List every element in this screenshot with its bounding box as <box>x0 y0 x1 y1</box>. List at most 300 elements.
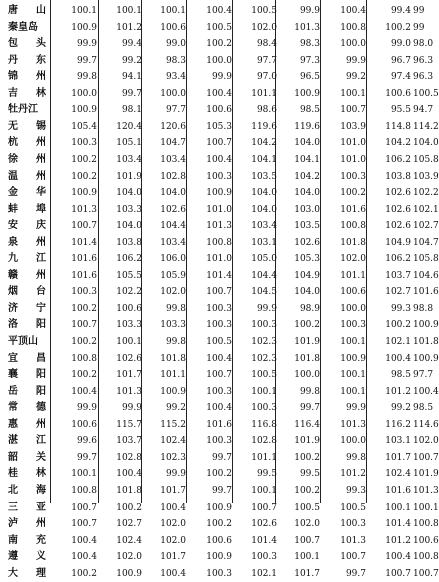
index-value: 119.6 <box>251 121 277 132</box>
index-value: 102.6 <box>385 221 411 232</box>
index-value: 97.7 <box>165 105 186 116</box>
index-value: 100.2 <box>71 154 97 165</box>
index-value: 100.4 <box>160 502 186 513</box>
index-value: 101.9 <box>294 436 320 447</box>
city-name: 常 德 <box>8 402 46 414</box>
index-value: 100.4 <box>413 386 439 397</box>
index-value: 103.3 <box>160 320 186 331</box>
index-value: 106.2 <box>116 254 142 265</box>
index-value: 100.1 <box>340 370 366 381</box>
index-value: 100.7 <box>206 138 232 149</box>
index-value: 99.2 <box>121 55 142 66</box>
table-row <box>0 135 439 151</box>
index-value: 99.7 <box>299 403 320 414</box>
table-row <box>0 268 439 284</box>
index-value: 100.1 <box>71 6 97 16</box>
table-row <box>0 549 439 565</box>
index-value: 100.8 <box>340 221 366 232</box>
index-value: 101.4 <box>206 270 232 281</box>
index-value: 99.8 <box>165 303 186 314</box>
index-value: 102.3 <box>160 452 186 463</box>
index-value: 100.1 <box>385 502 411 513</box>
index-value: 114.6 <box>413 419 439 430</box>
index-value: 100.7 <box>71 221 97 232</box>
index-value: 101.2 <box>385 386 411 397</box>
index-value: 99.0 <box>390 39 411 50</box>
city-name: 岳 阳 <box>8 385 46 397</box>
index-value: 100.5 <box>251 370 277 381</box>
index-value: 100.0 <box>340 436 366 447</box>
table-row <box>0 566 439 582</box>
index-value: 103.4 <box>116 154 142 165</box>
index-value: 104.2 <box>385 138 411 149</box>
index-value: 100.2 <box>385 320 411 331</box>
index-value: 103.3 <box>116 204 142 215</box>
index-value: 101.7 <box>116 370 142 381</box>
city-name: 包 头 <box>8 38 46 50</box>
index-value: 100.4 <box>71 535 97 546</box>
index-value: 100.2 <box>385 22 411 33</box>
city-name: 北 海 <box>8 484 46 496</box>
index-value: 100.4 <box>116 469 142 480</box>
table-row <box>0 251 439 267</box>
table-row <box>0 433 439 449</box>
table-row <box>0 185 439 201</box>
table-row <box>0 119 439 135</box>
table-row <box>0 400 434 416</box>
index-value: 99.9 <box>76 403 97 414</box>
index-value: 103.4 <box>160 237 186 248</box>
index-value: 100.8 <box>71 485 97 496</box>
index-value: 105.3 <box>206 121 232 132</box>
index-value: 104.2 <box>251 138 277 149</box>
index-value: 101.4 <box>251 535 277 546</box>
table-row <box>0 169 439 185</box>
table-row <box>0 202 439 218</box>
index-value: 98.6 <box>256 105 277 116</box>
index-value: 102.0 <box>116 552 142 563</box>
index-value: 103.1 <box>385 436 411 447</box>
city-name: 秦皇岛 <box>8 21 38 33</box>
index-value: 100.9 <box>206 552 232 563</box>
index-value: 105.9 <box>160 270 186 281</box>
index-value: 100.0 <box>340 303 366 314</box>
index-value: 106.2 <box>385 154 411 165</box>
index-value: 100.5 <box>413 88 439 99</box>
index-value: 93.4 <box>165 72 186 83</box>
index-value: 99.9 <box>165 469 186 480</box>
index-value: 99.7 <box>211 485 232 496</box>
index-value: 100.3 <box>251 320 277 331</box>
index-value: 100.2 <box>71 303 97 314</box>
index-value: 100.9 <box>71 22 97 33</box>
index-value: 101.4 <box>385 519 411 530</box>
index-value: 99.4 <box>121 39 142 50</box>
table-row <box>0 384 439 400</box>
index-value: 104.9 <box>294 270 320 281</box>
index-value: 115.2 <box>160 419 186 430</box>
index-value: 99.9 <box>345 403 366 414</box>
index-value: 100.6 <box>116 303 142 314</box>
index-value: 101.3 <box>340 535 366 546</box>
index-value: 99.7 <box>76 452 97 463</box>
index-value: 100.0 <box>71 88 97 99</box>
index-value: 100.4 <box>71 386 97 397</box>
index-value: 120.6 <box>160 121 186 132</box>
index-value: 101.1 <box>160 370 186 381</box>
index-value: 102.1 <box>385 337 411 347</box>
table-row <box>0 450 439 466</box>
city-name: 宜 昌 <box>8 352 46 364</box>
index-value: 100.3 <box>340 320 366 331</box>
index-value: 100.7 <box>294 535 320 546</box>
table-row <box>0 218 439 234</box>
table-row <box>0 334 439 350</box>
index-value: 100.4 <box>385 552 411 563</box>
table-row <box>0 69 434 85</box>
index-value: 100.4 <box>206 88 232 99</box>
index-value: 102.3 <box>251 337 277 347</box>
index-value: 101.7 <box>160 552 186 563</box>
index-value: 99.9 <box>256 303 277 314</box>
city-name: 洛 阳 <box>8 319 46 331</box>
index-value: 102.4 <box>385 469 411 480</box>
index-value: 100.9 <box>160 386 186 397</box>
index-value: 94.1 <box>121 72 142 83</box>
index-value: 104.1 <box>294 154 320 165</box>
index-value: 114.8 <box>385 121 411 132</box>
index-value: 103.9 <box>413 171 439 182</box>
index-value: 98.3 <box>299 39 320 50</box>
index-value: 105.3 <box>294 254 320 265</box>
index-value: 96.7 <box>390 55 411 66</box>
index-value: 104.0 <box>116 188 142 199</box>
table-row <box>0 483 439 499</box>
city-name: 锦 州 <box>8 71 46 83</box>
index-value: 100.6 <box>385 88 411 99</box>
index-value: 101.7 <box>294 568 320 579</box>
index-value: 104.5 <box>251 287 277 298</box>
index-value: 104.0 <box>251 188 277 199</box>
table-row <box>0 53 434 69</box>
index-value: 101.7 <box>160 485 186 496</box>
index-value: 101.2 <box>385 535 411 546</box>
index-value: 100.4 <box>206 154 232 165</box>
index-value: 105.4 <box>71 121 97 132</box>
index-value: 98.8 <box>413 303 434 314</box>
index-value: 99 <box>413 6 425 16</box>
index-value: 99.7 <box>76 55 97 66</box>
index-value: 100.3 <box>206 303 232 314</box>
index-value: 100.3 <box>206 320 232 331</box>
index-value: 100.2 <box>71 370 97 381</box>
index-value: 101.1 <box>251 452 277 463</box>
index-value: 100.7 <box>413 452 439 463</box>
index-value: 101.8 <box>340 237 366 248</box>
index-value: 97.3 <box>299 55 320 66</box>
index-value: 100.9 <box>340 353 366 364</box>
table-row <box>0 284 439 300</box>
index-value: 101.6 <box>340 204 366 215</box>
index-value: 100.3 <box>71 138 97 149</box>
index-value: 100.1 <box>340 386 366 397</box>
index-value: 100.1 <box>116 6 142 16</box>
city-name: 桂 林 <box>8 468 46 480</box>
index-value: 102.2 <box>116 287 142 298</box>
index-value: 100.3 <box>251 552 277 563</box>
index-value: 99.2 <box>165 403 186 414</box>
index-value: 98.9 <box>299 303 320 314</box>
index-value: 100.1 <box>251 485 277 496</box>
index-value: 100.7 <box>71 502 97 513</box>
index-value: 100.6 <box>340 287 366 298</box>
index-value: 99.3 <box>345 485 366 496</box>
table-row <box>0 417 439 433</box>
index-value: 102.0 <box>413 436 439 447</box>
index-value: 100.7 <box>206 287 232 298</box>
table-row <box>0 500 439 516</box>
index-value: 100.2 <box>71 337 97 347</box>
index-value: 101.1 <box>340 270 366 281</box>
city-name: 温 州 <box>8 170 46 182</box>
index-value: 100.2 <box>71 171 97 182</box>
index-value: 103.9 <box>340 121 366 132</box>
index-value: 98.5 <box>299 105 320 116</box>
index-value: 100.3 <box>340 171 366 182</box>
index-value: 100.2 <box>206 39 232 50</box>
index-value: 97.0 <box>256 72 277 83</box>
index-value: 99.8 <box>299 386 320 397</box>
index-value: 103.5 <box>294 221 320 232</box>
city-name: 平顶山 <box>8 336 38 347</box>
index-value: 103.8 <box>116 237 142 248</box>
table-row <box>0 3 425 19</box>
city-name: 牡丹江 <box>8 104 38 116</box>
index-value: 100.7 <box>71 519 97 530</box>
index-value: 100.2 <box>294 320 320 331</box>
index-value: 100.1 <box>340 88 366 99</box>
index-value: 102.8 <box>160 171 186 182</box>
city-name: 唐 山 <box>8 5 46 16</box>
index-value: 98.5 <box>390 370 411 381</box>
index-value: 102.3 <box>251 353 277 364</box>
index-value: 103.7 <box>385 270 411 281</box>
index-value: 104.0 <box>160 188 186 199</box>
index-value: 101.9 <box>116 171 142 182</box>
index-value: 100.7 <box>71 320 97 331</box>
index-value: 99.0 <box>165 39 186 50</box>
index-value: 101.6 <box>71 254 97 265</box>
city-name: 韶 关 <box>8 451 46 463</box>
index-value: 101.6 <box>206 419 232 430</box>
city-name: 大 理 <box>8 567 46 579</box>
city-name: 襄 阳 <box>8 369 46 381</box>
index-value: 100.1 <box>340 337 366 347</box>
index-value: 102.1 <box>413 204 439 215</box>
index-value: 100.5 <box>294 502 320 513</box>
index-value: 100.9 <box>206 502 232 513</box>
index-value: 100.6 <box>413 535 439 546</box>
index-value: 100.5 <box>206 337 232 347</box>
index-value: 100.7 <box>340 105 366 116</box>
index-value: 98.3 <box>165 55 186 66</box>
index-value: 100.4 <box>206 6 232 16</box>
index-value: 102.4 <box>160 436 186 447</box>
index-value: 100.6 <box>160 22 186 33</box>
table-row <box>0 235 439 251</box>
index-value: 100.7 <box>413 568 439 579</box>
index-value: 99.5 <box>256 469 277 480</box>
city-name: 泉 州 <box>8 236 46 248</box>
index-value: 102.0 <box>340 254 366 265</box>
index-value: 99.2 <box>345 72 366 83</box>
index-value: 105.0 <box>251 254 277 265</box>
index-value: 100.2 <box>116 502 142 513</box>
index-value: 99.6 <box>76 436 97 447</box>
index-value: 100.4 <box>71 552 97 563</box>
index-value: 102.0 <box>160 535 186 546</box>
index-value: 102.6 <box>116 353 142 364</box>
index-value: 100.3 <box>206 436 232 447</box>
table-row <box>0 20 425 36</box>
index-value: 100.3 <box>206 386 232 397</box>
index-value: 99.4 <box>390 6 411 16</box>
index-value: 100.2 <box>294 452 320 463</box>
index-value: 102.8 <box>116 452 142 463</box>
index-value: 103.5 <box>251 171 277 182</box>
index-value: 100.7 <box>340 552 366 563</box>
index-value: 99.9 <box>211 72 232 83</box>
index-value: 100.6 <box>206 105 232 116</box>
index-value: 101.3 <box>294 22 320 33</box>
index-value: 101.7 <box>385 452 411 463</box>
index-value: 106.2 <box>385 254 411 265</box>
index-value: 100.1 <box>294 552 320 563</box>
city-name: 烟 台 <box>8 286 46 298</box>
index-value: 102.0 <box>294 519 320 530</box>
index-value: 100.1 <box>71 469 97 480</box>
table-row <box>0 301 434 317</box>
city-name: 泸 州 <box>8 518 46 530</box>
index-value: 100.0 <box>340 39 366 50</box>
city-name: 南 充 <box>8 534 46 546</box>
index-value: 99.8 <box>165 337 186 347</box>
index-value: 100.2 <box>206 469 232 480</box>
index-value: 97.4 <box>390 72 411 83</box>
city-name: 蚌 埠 <box>8 203 46 215</box>
index-value: 105.5 <box>116 270 142 281</box>
index-value: 116.2 <box>385 419 411 430</box>
index-value: 100.9 <box>294 88 320 99</box>
index-value: 102.6 <box>294 237 320 248</box>
index-value: 100.5 <box>206 22 232 33</box>
index-value: 104.0 <box>294 138 320 149</box>
index-value: 116.8 <box>251 419 277 430</box>
index-value: 102.6 <box>251 519 277 530</box>
index-value: 101.3 <box>340 419 366 430</box>
index-value: 102.1 <box>251 568 277 579</box>
table-row <box>0 351 439 367</box>
index-value: 105.1 <box>116 138 142 149</box>
city-name: 金 华 <box>8 187 46 199</box>
index-value: 102.2 <box>413 188 439 199</box>
index-value: 103.4 <box>251 221 277 232</box>
index-value: 100.9 <box>116 568 142 579</box>
index-value: 100.3 <box>340 519 366 530</box>
index-value: 95.5 <box>390 105 411 116</box>
index-value: 103.3 <box>116 320 142 331</box>
index-value: 98.0 <box>413 39 434 50</box>
index-value: 101.6 <box>413 287 439 298</box>
index-value: 98.4 <box>256 39 277 50</box>
index-value: 101.0 <box>206 254 232 265</box>
index-value: 101.9 <box>294 337 320 347</box>
index-value: 99.7 <box>211 452 232 463</box>
index-value: 100.4 <box>206 353 232 364</box>
index-value: 100.9 <box>413 353 439 364</box>
index-value: 103.0 <box>294 204 320 215</box>
index-value: 100.3 <box>206 171 232 182</box>
index-value: 101.8 <box>413 337 439 347</box>
city-name: 九 江 <box>8 253 46 265</box>
index-value: 101.0 <box>206 204 232 215</box>
index-value: 101.3 <box>71 204 97 215</box>
index-value: 104.0 <box>251 204 277 215</box>
index-value: 100.1 <box>413 502 439 513</box>
index-value: 100.6 <box>206 535 232 546</box>
index-value: 104.7 <box>413 237 439 248</box>
index-value: 100.1 <box>251 386 277 397</box>
index-value: 102.0 <box>160 519 186 530</box>
index-value: 102.8 <box>251 436 277 447</box>
city-name: 吉 林 <box>8 87 46 99</box>
index-value: 104.6 <box>413 270 439 281</box>
index-value: 99.9 <box>121 403 142 414</box>
city-name: 三 亚 <box>8 501 46 513</box>
city-name: 赣 州 <box>8 269 46 281</box>
index-value: 96.3 <box>413 55 434 66</box>
index-value: 101.3 <box>116 386 142 397</box>
index-value: 104.2 <box>294 171 320 182</box>
index-value: 101.8 <box>116 485 142 496</box>
table-row <box>0 533 439 549</box>
index-value: 100.9 <box>206 188 232 199</box>
index-value: 119.6 <box>294 121 320 132</box>
index-value: 104.1 <box>251 154 277 165</box>
index-value: 102.6 <box>385 188 411 199</box>
index-value: 99.9 <box>299 6 320 16</box>
index-value: 103.1 <box>251 237 277 248</box>
index-value: 100.2 <box>206 519 232 530</box>
table-row <box>0 516 439 532</box>
index-value: 104.7 <box>160 138 186 149</box>
index-value: 100.0 <box>160 88 186 99</box>
index-value: 99.9 <box>345 55 366 66</box>
index-value: 97.7 <box>413 370 434 381</box>
index-value: 105.8 <box>413 154 439 165</box>
index-value: 102.6 <box>160 204 186 215</box>
index-value: 102.0 <box>160 287 186 298</box>
index-value: 99.7 <box>121 88 142 99</box>
city-name: 惠 州 <box>8 418 46 430</box>
index-value: 96.3 <box>413 72 434 83</box>
index-value: 100.7 <box>206 370 232 381</box>
index-value: 100.8 <box>340 22 366 33</box>
table-row <box>0 152 439 168</box>
index-value: 99.8 <box>345 452 366 463</box>
city-name: 徐 州 <box>8 153 46 165</box>
index-value: 101.3 <box>413 485 439 496</box>
